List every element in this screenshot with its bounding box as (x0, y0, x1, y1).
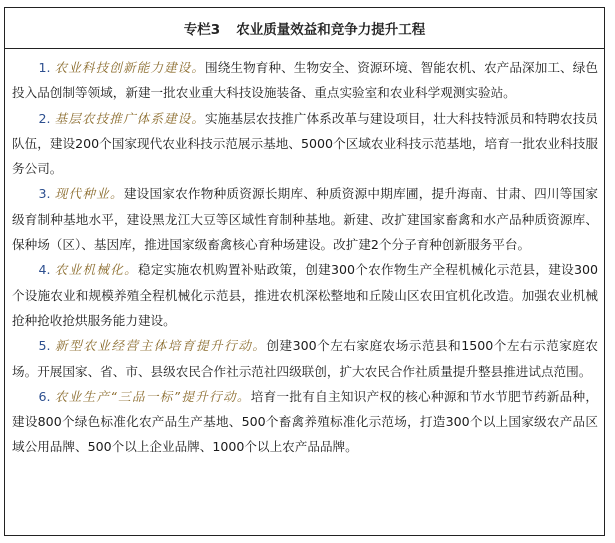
item-body: 稳定实施农机购置补贴政策，创建300个农作物生产全程机械化示范县，建设300个设施农业和规模养殖全程机械化示范县，推进农机深松整地和丘陵山区农田宜机化改造。加强农业机械抢种抢收抢烘服务能力建设。 (12, 262, 599, 328)
item-number: 5. (38, 338, 51, 354)
item-paragraph (12, 55, 598, 106)
item-heading: 农业科技创新能力建设。 (54, 60, 206, 75)
item-number: 4. (38, 262, 51, 278)
item-heading: 新型农业经营主体培育提升行动。 (55, 338, 267, 354)
item-paragraph (12, 181, 598, 257)
item-heading: 农业机械化。 (54, 262, 138, 278)
item-paragraph (12, 257, 598, 333)
item-body: 建设国家农作物种质资源长期库、种质资源中期库圃，提升海南、甘肃、四川等国家级育制种基地水平，建设黑龙江大豆等区域性育制种基地。新建、改扩建国家畜禽和水产品种质资源库、保种场（区）、基因库，推进国家级畜禽核心育种场建设。改扩建2个分子育种创新服务平台。 (12, 186, 598, 253)
item-heading: 基层农技推广体系建设。 (54, 110, 206, 126)
box-content (5, 49, 604, 460)
box-label: 专栏3 (183, 22, 221, 38)
item-paragraph (12, 333, 598, 384)
item-paragraph (12, 106, 598, 182)
box-title-text: 农业质量效益和竞争力提升工程 (236, 22, 426, 38)
item-number: 2. (38, 110, 51, 126)
item-heading: 现代种业。 (54, 186, 124, 202)
item-paragraph (12, 384, 598, 460)
item-body: 创建300个左右家庭农场示范县和1500个左右示范家庭农场。开展国家、省、市、县级农民合作社示范社四级联创，扩大农民合作社质量提升整县推进试点范围。 (12, 338, 598, 379)
item-number: 3. (38, 186, 51, 202)
feature-box (4, 7, 605, 536)
item-number: 1. (38, 60, 51, 75)
item-body: 培育一批有自主知识产权的核心种源和节水节肥节药新品种，建设800个绿色标准化农产品生产基地、500个畜禽养殖标准化示范场，打造300个以上国家级农产品区域公用品牌、500个以上企业品牌、1000个以上农产品品牌。 (12, 388, 599, 455)
item-heading: 农业生产“三品一标”提升行动。 (54, 388, 251, 404)
item-body: 围绕生物育种、生物安全、资源环境、智能农机、农产品深加工、绿色投入品创制等领域，新建一批农业重大科技设施装备、重点实验室和农业科学观测实验站。 (12, 60, 598, 101)
item-number: 6. (38, 388, 51, 404)
box-title (5, 8, 604, 49)
item-body: 实施基层农技推广体系改革与建设项目，壮大科技特派员和特聘农技员队伍，建设200个国家现代农业科技示范展示基地、5000个区域农业科技示范基地，培育一批农业科技服务公司。 (12, 110, 598, 177)
